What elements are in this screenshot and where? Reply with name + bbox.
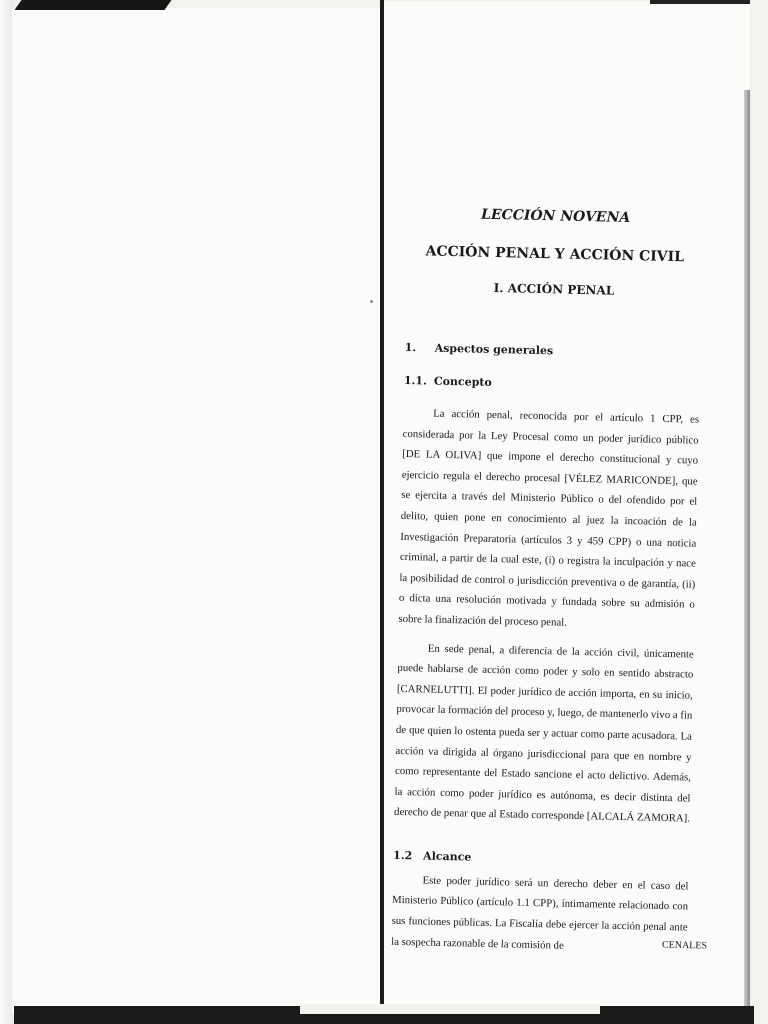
section-number: 1.1. bbox=[403, 373, 428, 388]
page-bottom-gap bbox=[300, 1004, 600, 1014]
section-heading bbox=[404, 374, 700, 394]
body-paragraph: Este poder jurídico será un derecho deber en el caso del Ministerio Público (artículo 1.1 CPP), íntimamente relacionado con sus funciones públicas. La Fiscalía debe ejercer la acción penal ante la sospecha razonable de la comisión de bbox=[391, 874, 689, 952]
section-title: Alcance bbox=[422, 849, 472, 864]
section-number: 1. bbox=[404, 340, 417, 355]
page-shadow-top-left bbox=[14, 0, 171, 10]
scan-speck bbox=[370, 300, 373, 303]
left-page-blank bbox=[12, 8, 380, 1014]
section-title: Concepto bbox=[433, 374, 492, 389]
body-paragraph: En sede penal, a diferencia de la acción civil, únicamente puede hablarse de acción como poder y solo en sentido abstracto [CARNELUTTI]. El poder jurídico de acción importa, en su inicio, provocar la formación del proceso y, luego, de mantenerlo vivo a fin de que quien lo ostenta pueda ser y actuar como parte acusadora. La acción va dirigida al órgano jurisdiccional para que en nombre y como representante del Estado sancione el acto delictivo. Además, la acción como poder jurídico es autónoma, es decir distinta del derecho de penar que al Estado corresponde [ALCALÁ ZAMORA]. bbox=[393, 642, 694, 825]
section-heading bbox=[405, 341, 701, 361]
body-paragraph: La acción penal, reconocida por el artículo 1 CPP, es considerada por la Ley Procesal como un poder jurídico público [DE LA OLIVA] que impone el derecho constitucional y cuyo ejercicio regula el derecho procesal [VÉLEZ MARICONDE], que se ejercita a través del Ministerio Público o del ofendido por el delito, quien pone en conocimiento al juez la incoación de la Investigación Preparatoria (artículos 3 y 459 CPP) o una noticia criminal, a partir de la cual este, (i) o registra la inculpación y nace la posibilidad de control o jurisdicción preventiva o de garantía, (ii) o dicta una resolución motivada y fundada sobre su admisión o sobre la finalización del proceso penal. bbox=[398, 407, 700, 629]
section-number: 1.2 bbox=[392, 848, 413, 863]
section-heading bbox=[393, 849, 689, 869]
part-title: I. ACCIÓN PENAL bbox=[493, 280, 615, 298]
page-footer: CENALES bbox=[661, 939, 708, 952]
section-title: Aspectos generales bbox=[434, 341, 554, 358]
page-stack-edge bbox=[744, 90, 750, 1010]
chapter-title: ACCIÓN PENAL Y ACCIÓN CIVIL bbox=[425, 243, 685, 266]
lesson-label: LECCIÓN NOVENA bbox=[480, 206, 631, 227]
page-shadow-top-right bbox=[650, 0, 750, 4]
page-content bbox=[391, 200, 704, 959]
book-spine bbox=[380, 0, 384, 1024]
